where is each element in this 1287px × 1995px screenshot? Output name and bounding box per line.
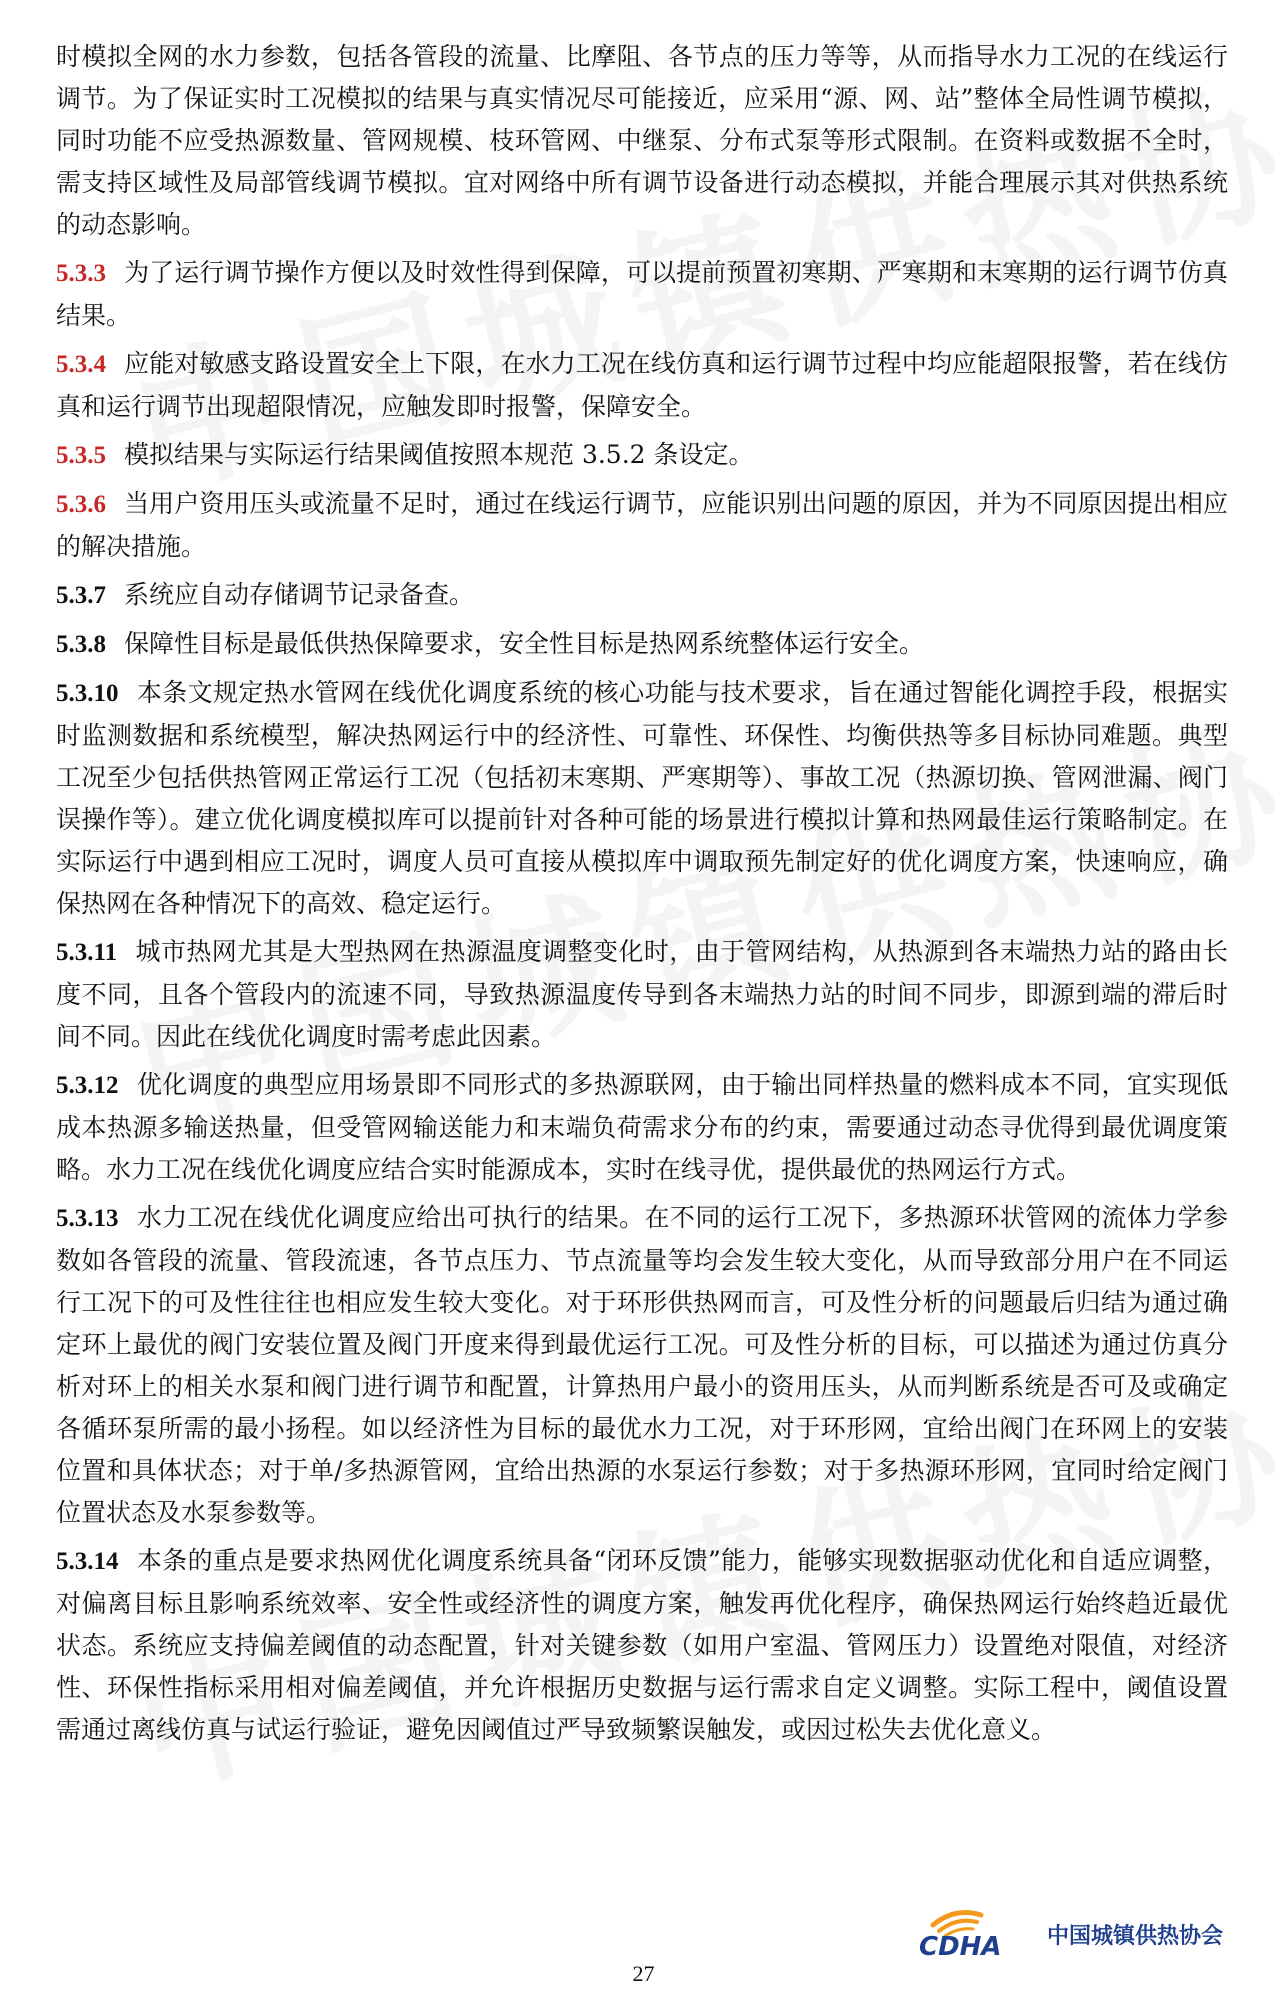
clause-text: 优化调度的典型应用场景即不同形式的多热源联网，由于输出同样热量的燃料成本不同，宜实现低成本热源多输送热量，但受管网输送能力和末端负荷需求分布的约束，需要通过动态寻优得到最优调度策略。水力工况在线优化调度应结合实时能源成本，实时在线寻优，提供最优的热网运行方式。 bbox=[56, 1070, 1228, 1184]
page-number: 27 bbox=[632, 1961, 655, 1986]
logo-organization-name: 中国城镇供热协会 bbox=[1047, 1924, 1224, 1949]
page-footer bbox=[0, 1905, 1287, 1995]
cdha-logo-icon bbox=[915, 1905, 1043, 1959]
clause-5-3-11 bbox=[56, 931, 1228, 1058]
clause-text: 本条文规定热水管网在线优化调度系统的核心功能与技术要求，旨在通过智能化调控手段，根据实时监测数据和系统模型，解决热网运行中的经济性、可靠性、环保性、均衡供热等多目标协同难题。典型工况至少包括供热管网正常运行工况（包括初末寒期、严寒期等）、事故工况（热源切换、管网泄漏、阀门误操作等）。建立优化调度模拟库可以提前针对各种可能的场景进行模拟计算和热网最佳运行策略制定。在实际运行中遇到相应工况时，调度人员可直接从模拟库中调取预先制定好的优化调度方案，快速响应，确保热网在各种情况下的高效、稳定运行。 bbox=[56, 678, 1228, 918]
clause-number: 5.3.12 bbox=[56, 1072, 119, 1099]
clause-text: 当用户资用压头或流量不足时，通过在线运行调节，应能识别出问题的原因，并为不同原因提出相应的解决措施。 bbox=[56, 489, 1228, 561]
clause-number: 5.3.8 bbox=[56, 631, 106, 658]
clause-5-3-8 bbox=[56, 623, 1228, 666]
paragraph-text: 时模拟全网的水力参数，包括各管段的流量、比摩阻、各节点的压力等等，从而指导水力工况的在线运行调节。为了保证实时工况模拟的结果与真实情况尽可能接近，应采用“源、网、站”整体全局性调节模拟，同时功能不应受热源数量、管网规模、枝环管网、中继泵、分布式泵等形式限制。在资料或数据不全时，需支持区域性及局部管线调节模拟。宜对网络中所有调节设备进行动态模拟，并能合理展示其对供热系统的动态影响。 bbox=[56, 42, 1228, 239]
clause-number: 5.3.4 bbox=[56, 351, 106, 378]
logo-abbreviation: CDHA bbox=[919, 1932, 1002, 1959]
clause-text: 城市热网尤其是大型热网在热源温度调整变化时，由于管网结构，从热源到各末端热力站的路由长度不同，且各个管段内的流速不同，导致热源温度传导到各末端热力站的时间不同步，即源到端的滞后时间不同。因此在线优化调度时需考虑此因素。 bbox=[56, 937, 1228, 1051]
association-logo bbox=[915, 1905, 1245, 1959]
clause-number: 5.3.11 bbox=[56, 939, 118, 966]
paragraph-continuation bbox=[56, 36, 1228, 246]
clause-5-3-6 bbox=[56, 483, 1228, 568]
clause-text: 系统应自动存储调节记录备查。 bbox=[124, 580, 475, 609]
clause-5-3-10 bbox=[56, 672, 1228, 925]
clause-number: 5.3.6 bbox=[56, 491, 106, 518]
clause-text: 为了运行调节操作方便以及时效性得到保障，可以提前预置初寒期、严寒期和末寒期的运行调节仿真结果。 bbox=[56, 258, 1228, 330]
clause-number: 5.3.5 bbox=[56, 442, 106, 469]
clause-5-3-7 bbox=[56, 574, 1228, 617]
clause-5-3-13 bbox=[56, 1197, 1228, 1534]
clause-5-3-4 bbox=[56, 343, 1228, 428]
clause-number: 5.3.10 bbox=[56, 680, 119, 707]
clause-text: 应能对敏感支路设置安全上下限，在水力工况在线仿真和运行调节过程中均应能超限报警，若在线仿真和运行调节出现超限情况，应触发即时报警，保障安全。 bbox=[56, 349, 1228, 421]
clause-5-3-3 bbox=[56, 252, 1228, 337]
clause-5-3-14 bbox=[56, 1540, 1228, 1751]
clause-text: 模拟结果与实际运行结果阈值按照本规范 3.5.2 条设定。 bbox=[124, 440, 754, 469]
clause-text: 本条的重点是要求热网优化调度系统具备“闭环反馈”能力，能够实现数据驱动优化和自适应调整，对偏离目标且影响系统效率、安全性或经济性的调度方案，触发再优化程序，确保热网运行始终趋近最优状态。系统应支持偏差阈值的动态配置，针对关键参数（如用户室温、管网压力）设置绝对限值，对经济性、环保性指标采用相对偏差阈值，并允许根据历史数据与运行需求自定义调整。实际工程中，阈值设置需通过离线仿真与试运行验证，避免因阈值过严导致频繁误触发，或因过松失去优化意义。 bbox=[56, 1546, 1228, 1744]
clause-5-3-5 bbox=[56, 434, 1228, 477]
clause-number: 5.3.14 bbox=[56, 1548, 119, 1575]
document-body bbox=[56, 36, 1228, 1757]
clause-number: 5.3.13 bbox=[56, 1205, 119, 1232]
clause-number: 5.3.3 bbox=[56, 260, 106, 287]
clause-text: 水力工况在线优化调度应给出可执行的结果。在不同的运行工况下，多热源环状管网的流体力学参数如各管段的流量、管段流速，各节点压力、节点流量等均会发生较大变化，从而导致部分用户在不同运行工况下的可及性往往也相应发生较大变化。对于环形供热网而言，可及性分析的问题最后归结为通过确定环上最优的阀门安装位置及阀门开度来得到最优运行工况。可及性分析的目标，可以描述为通过仿真分析对环上的相关水泵和阀门进行调节和配置，计算热用户最小的资用压头，从而判断系统是否可及或确定各循环泵所需的最小扬程。如以经济性为目标的最优水力工况，对于环形网，宜给出阀门在环网上的安装位置和具体状态；对于单/多热源管网，宜给出热源的水泵运行参数；对于多热源环形网，宜同时给定阀门位置状态及水泵参数等。 bbox=[56, 1203, 1228, 1527]
clause-number: 5.3.7 bbox=[56, 582, 106, 609]
clause-text: 保障性目标是最低供热保障要求，安全性目标是热网系统整体运行安全。 bbox=[124, 629, 925, 658]
clause-5-3-12 bbox=[56, 1064, 1228, 1191]
